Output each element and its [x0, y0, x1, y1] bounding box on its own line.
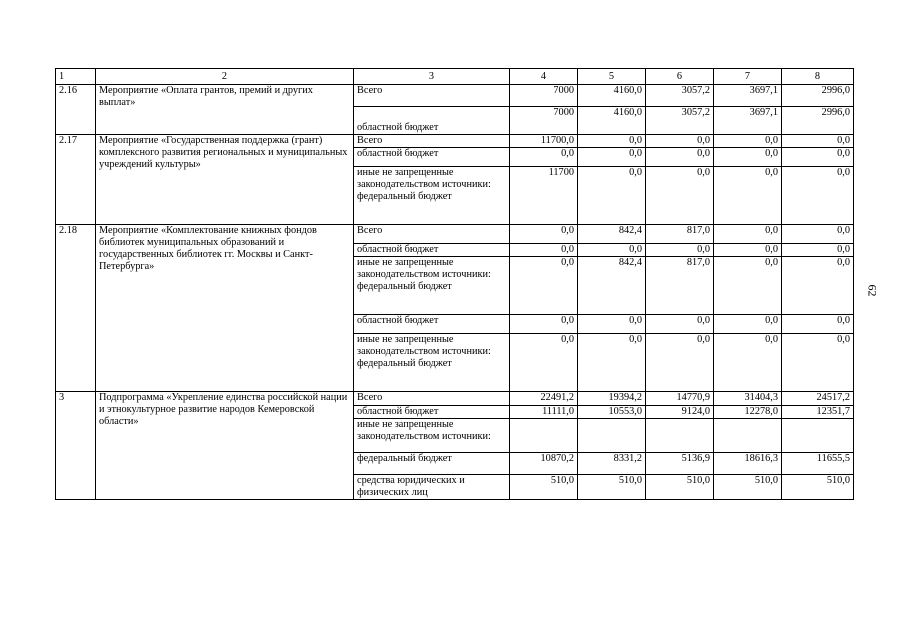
value-cell: 0,0 — [646, 167, 714, 225]
value-cell: 0,0 — [714, 257, 782, 315]
value-cell: 0,0 — [646, 135, 714, 148]
row-number: 2.17 — [56, 135, 96, 225]
value-cell: 0,0 — [578, 244, 646, 257]
value-cell: 0,0 — [646, 244, 714, 257]
measure-name: Мероприятие «Комплектование книжных фондов библиотек муниципальных образований и государственных библиотек гг. Москвы и Санкт-Петербурга» — [96, 225, 354, 392]
funding-source: Всего — [354, 225, 510, 244]
value-cell: 0,0 — [782, 257, 854, 315]
value-cell: 5136,9 — [646, 453, 714, 475]
funding-subsource-label: федеральный бюджет — [357, 191, 452, 202]
funding-source-label: иные не запрещенные законодательством источники: — [357, 167, 491, 190]
value-cell: 11111,0 — [510, 406, 578, 419]
funding-source: Всего — [354, 85, 510, 107]
value-cell: 8331,2 — [578, 453, 646, 475]
value-cell: 0,0 — [782, 225, 854, 244]
value-cell: 3697,1 — [714, 85, 782, 107]
funding-source-label: иные не запрещенные законодательством источники: — [357, 257, 491, 280]
funding-source: областной бюджет — [354, 148, 510, 167]
header-cell: 4 — [510, 69, 578, 85]
value-cell — [646, 419, 714, 453]
value-cell: 0,0 — [782, 334, 854, 392]
funding-source: средства юридических и физических лиц — [354, 475, 510, 500]
value-cell: 22491,2 — [510, 392, 578, 406]
table-row — [56, 85, 854, 107]
value-cell: 18616,3 — [714, 453, 782, 475]
value-cell: 510,0 — [510, 475, 578, 500]
value-cell: 4160,0 — [578, 107, 646, 135]
value-cell: 10870,2 — [510, 453, 578, 475]
header-cell: 7 — [714, 69, 782, 85]
value-cell: 12278,0 — [714, 406, 782, 419]
value-cell: 0,0 — [782, 167, 854, 225]
value-cell — [782, 419, 854, 453]
funding-source: областной бюджет — [354, 107, 510, 135]
value-cell: 0,0 — [714, 315, 782, 334]
value-cell: 19394,2 — [578, 392, 646, 406]
value-cell: 3057,2 — [646, 107, 714, 135]
value-cell: 510,0 — [782, 475, 854, 500]
header-cell: 5 — [578, 69, 646, 85]
value-cell: 7000 — [510, 85, 578, 107]
value-cell: 4160,0 — [578, 85, 646, 107]
value-cell: 0,0 — [578, 167, 646, 225]
value-cell: 510,0 — [578, 475, 646, 500]
value-cell: 2996,0 — [782, 85, 854, 107]
value-cell: 2996,0 — [782, 107, 854, 135]
value-cell: 0,0 — [578, 315, 646, 334]
funding-source: Всего — [354, 392, 510, 406]
funding-source: областной бюджет — [354, 406, 510, 419]
value-cell: 9124,0 — [646, 406, 714, 419]
value-cell: 11700,0 — [510, 135, 578, 148]
value-cell: 0,0 — [714, 334, 782, 392]
value-cell: 510,0 — [646, 475, 714, 500]
funding-source: федеральный бюджет — [354, 453, 510, 475]
funding-subsource-label: федеральный бюджет — [357, 358, 452, 369]
row-number: 2.18 — [56, 225, 96, 392]
measure-name: Подпрограмма «Укрепление единства российской нации и этнокультурное развитие народов Кемеровской области» — [96, 392, 354, 500]
value-cell — [510, 419, 578, 453]
value-cell: 3057,2 — [646, 85, 714, 107]
funding-subsource-label: федеральный бюджет — [357, 281, 452, 292]
value-cell: 0,0 — [578, 135, 646, 148]
value-cell: 31404,3 — [714, 392, 782, 406]
value-cell — [578, 419, 646, 453]
value-cell: 0,0 — [714, 244, 782, 257]
budget-table — [55, 68, 854, 500]
value-cell: 0,0 — [510, 148, 578, 167]
value-cell: 842,4 — [578, 257, 646, 315]
funding-source — [354, 334, 510, 392]
funding-source: иные не запрещенные законодательством источники: — [354, 419, 510, 453]
value-cell: 11700 — [510, 167, 578, 225]
funding-source — [354, 257, 510, 315]
value-cell: 10553,0 — [578, 406, 646, 419]
value-cell: 817,0 — [646, 225, 714, 244]
value-cell: 0,0 — [510, 244, 578, 257]
measure-name: Мероприятие «Государственная поддержка (грант) комплексного развития региональных и муниципальных учреждений культуры» — [96, 135, 354, 225]
value-cell: 0,0 — [782, 315, 854, 334]
funding-source: областной бюджет — [354, 244, 510, 257]
value-cell: 0,0 — [714, 135, 782, 148]
table-row — [56, 392, 854, 406]
row-number: 3 — [56, 392, 96, 500]
value-cell: 0,0 — [782, 244, 854, 257]
value-cell: 842,4 — [578, 225, 646, 244]
table-row — [56, 225, 854, 244]
value-cell — [714, 419, 782, 453]
value-cell: 0,0 — [782, 135, 854, 148]
header-cell: 3 — [354, 69, 510, 85]
value-cell: 0,0 — [646, 148, 714, 167]
value-cell: 0,0 — [714, 167, 782, 225]
value-cell: 7000 — [510, 107, 578, 135]
funding-source: областной бюджет — [354, 315, 510, 334]
value-cell: 24517,2 — [782, 392, 854, 406]
value-cell: 0,0 — [646, 315, 714, 334]
funding-source — [354, 167, 510, 225]
value-cell: 12351,7 — [782, 406, 854, 419]
value-cell: 0,0 — [646, 334, 714, 392]
value-cell: 14770,9 — [646, 392, 714, 406]
value-cell: 510,0 — [714, 475, 782, 500]
funding-source-label: иные не запрещенные законодательством источники: — [357, 334, 491, 357]
row-number: 2.16 — [56, 85, 96, 135]
header-row — [56, 69, 854, 85]
measure-name: Мероприятие «Оплата грантов, премий и других выплат» — [96, 85, 354, 135]
header-cell: 2 — [96, 69, 354, 85]
table-row — [56, 135, 854, 148]
header-cell: 1 — [56, 69, 96, 85]
header-cell: 8 — [782, 69, 854, 85]
value-cell: 0,0 — [714, 148, 782, 167]
value-cell: 11655,5 — [782, 453, 854, 475]
value-cell: 0,0 — [714, 225, 782, 244]
value-cell: 0,0 — [510, 334, 578, 392]
value-cell: 817,0 — [646, 257, 714, 315]
funding-source: Всего — [354, 135, 510, 148]
value-cell: 0,0 — [510, 315, 578, 334]
value-cell: 0,0 — [510, 257, 578, 315]
value-cell: 3697,1 — [714, 107, 782, 135]
value-cell: 0,0 — [782, 148, 854, 167]
page-number: 62 — [865, 284, 880, 297]
value-cell: 0,0 — [578, 148, 646, 167]
value-cell: 0,0 — [510, 225, 578, 244]
value-cell: 0,0 — [578, 334, 646, 392]
header-cell: 6 — [646, 69, 714, 85]
